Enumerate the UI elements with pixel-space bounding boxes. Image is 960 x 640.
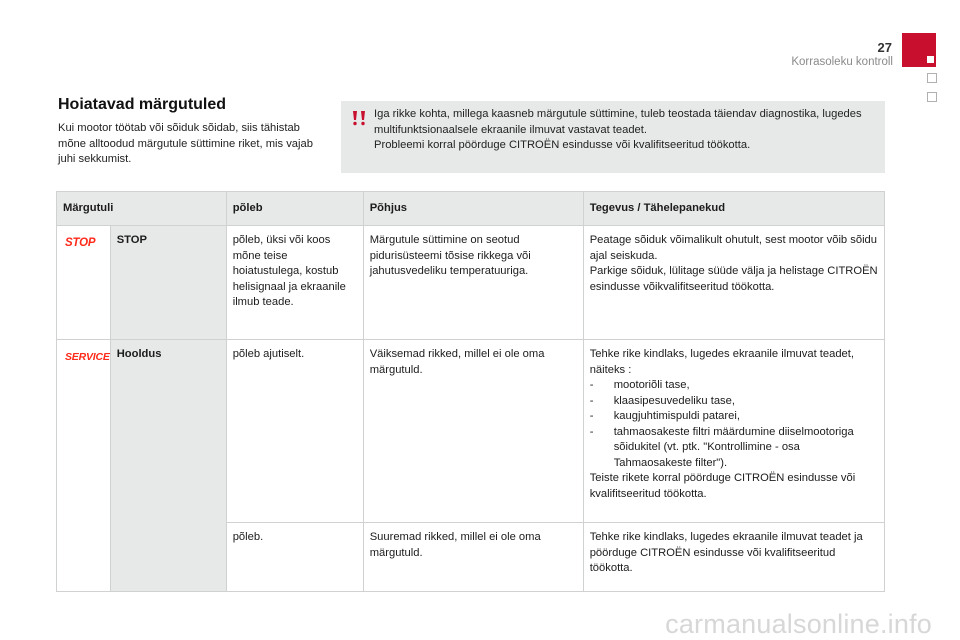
section-intro: Kui mootor töötab või sõiduk sõidab, siis tähistab mõne alltoodud märgutule süttimine riket, mis vajab juhi sekkumist. [58,122,313,165]
service-cause-1: Väiksemad rikked, millel ei ole oma märgutuld. [363,340,583,523]
stop-action-2: Parkige sõiduk, lülitage süüde välja ja helistage CITROËN esindusse võikvalifitseeritud töökotta. [589,265,878,293]
service-action-1 [583,340,884,523]
stop-name: STOP [110,226,226,340]
stop-on: põleb, üksi või koos mõne teise hoiatustulega, kostub helisignaal ja ekraanile ilmub teade. [226,226,363,340]
list-item: - tahmaosakeste filtri määrdumine diiselmootoriga sõidukitel (vt. ptk. "Kontrollimine - osa Tahmaosakeste filter"). [590,425,878,472]
table-row-service-1 [57,340,885,523]
stop-icon-cell [57,226,111,340]
chapter-tab-marker [927,56,934,63]
stop-cause: Märgutule süttimine on seotud pidurisüsteemi tõsise rikkega või jahutusvedeliku temperatuuriga. [363,226,583,340]
service-name: Hooldus [110,340,226,592]
section-title: Hoiatavad märgutuled [58,96,227,113]
service-on-2: põleb. [226,523,363,592]
list-item: - klaasipesuvedeliku tase, [590,394,878,410]
service-cause-2: Suuremad rikked, millel ei ole oma märgutuld. [363,523,583,592]
stop-action [583,226,884,340]
warning-box [341,101,885,173]
stop-action-1: Peatage sõiduk võimalikult ohutult, sest mootor võib sõidu ajal seiskuda. [589,234,878,262]
warning-line-2: Probleemi korral pöörduge CITROËN esindusse või kvalifitseeritud töökotta. [374,139,751,151]
service-icon-cell [57,340,111,592]
chapter-nav-square [927,73,937,83]
service-action-outro: Teiste rikete korral pöörduge CITROËN esindusse või kvalifitseeritud töökotta. [589,472,856,500]
list-item: - kaugjuhtimispuldi patarei, [590,409,878,425]
exclamation-warning-icon [350,109,368,127]
header-on: põleb [226,192,363,226]
warning-lamps-table [56,191,885,592]
header-cause: Põhjus [363,192,583,226]
page-number: 27 [877,40,892,55]
list-item: - mootoriõli tase, [590,378,878,394]
table-header-row [57,192,885,226]
service-icon: SERVICE [65,351,110,363]
chapter-nav-square [927,92,937,102]
stop-icon: STOP [65,237,96,249]
service-on-1: põleb ajutiselt. [226,340,363,523]
chapter-title: Korrasoleku kontroll [791,56,893,68]
warning-line-1: Iga rikke kohta, millega kaasneb märgutule süttimine, tuleb teostada täiendav diagnostika, lugedes multifunktsionaalsele ekraanile ilmuvat vastavat teadet. [374,108,862,136]
header-action: Tegevus / Tähelepanekud [583,192,884,226]
watermark: carmanualsonline.info [665,609,932,639]
header-lamp: Märgutuli [57,192,227,226]
service-check-list [590,378,878,471]
table-row-stop [57,226,885,340]
service-action-intro: Tehke rike kindlaks, lugedes ekraanile ilmuvat teadet, näiteks : [589,348,854,376]
warning-text [374,107,879,154]
service-action-2: Tehke rike kindlaks, lugedes ekraanile ilmuvat teadet ja pöörduge CITROËN esindusse või kvalifitseeritud töökotta. [583,523,884,592]
